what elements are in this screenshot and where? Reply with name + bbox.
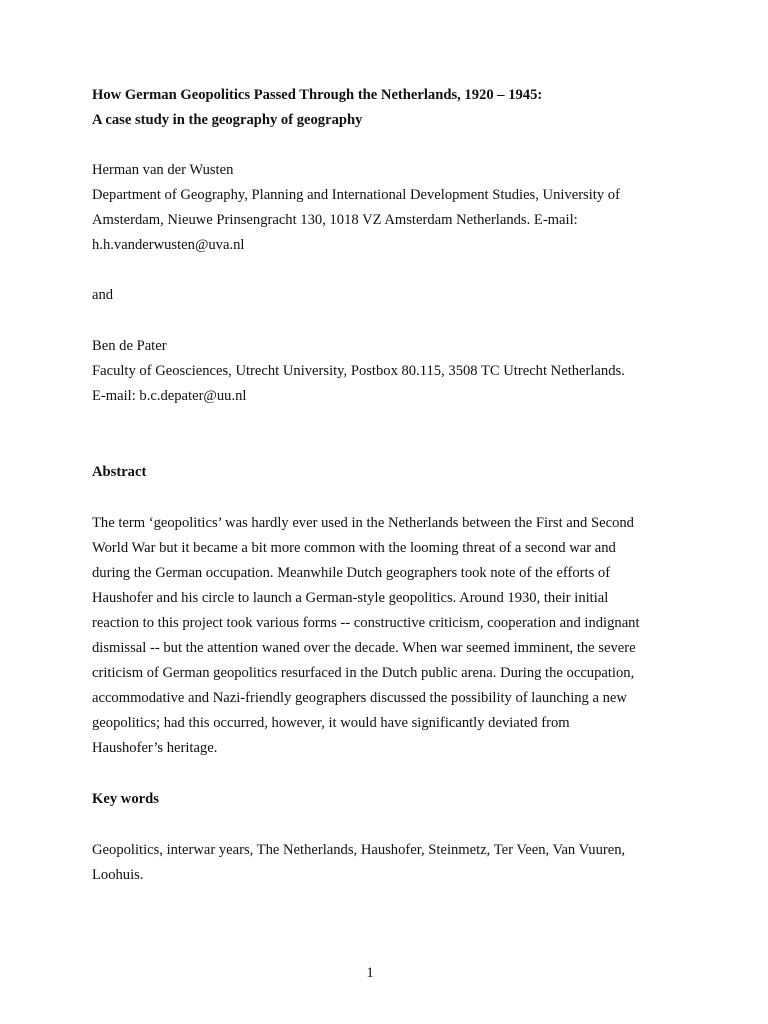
- keywords-line-2: Loohuis.: [92, 867, 144, 883]
- abstract-line: Haushofer’s heritage.: [92, 740, 218, 756]
- keywords-heading: Key words: [92, 791, 159, 807]
- abstract-line: criticism of German geopolitics resurfaced in the Dutch public arena. During the occupation,: [92, 665, 635, 681]
- abstract-line: World War but it became a bit more common with the looming threat of a second war and: [92, 540, 616, 556]
- abstract-line: The term ‘geopolitics’ was hardly ever used in the Netherlands between the First and Second: [92, 515, 634, 531]
- author1-name: Herman van der Wusten: [92, 162, 234, 178]
- author1-affiliation-line-2: Amsterdam, Nieuwe Prinsengracht 130, 1018 VZ Amsterdam Netherlands. E-mail:: [92, 212, 578, 228]
- title-line-1: How German Geopolitics Passed Through the Netherlands, 1920 – 1945:: [92, 87, 543, 103]
- author2-email: E-mail: b.c.depater@uu.nl: [92, 388, 247, 404]
- abstract-line: Haushofer and his circle to launch a German-style geopolitics. Around 1930, their initial: [92, 590, 609, 606]
- title-line-2: A case study in the geography of geography: [92, 112, 363, 128]
- abstract-line: reaction to this project took various forms -- constructive criticism, cooperation and indignant: [92, 615, 640, 631]
- page-number: 1: [366, 965, 374, 981]
- keywords-line-1: Geopolitics, interwar years, The Netherlands, Haushofer, Steinmetz, Ter Veen, Van Vuuren,: [92, 842, 626, 858]
- author1-email: h.h.vanderwusten@uva.nl: [92, 237, 245, 253]
- abstract-heading: Abstract: [92, 464, 147, 480]
- author-connector: and: [92, 287, 114, 303]
- abstract-line: accommodative and Nazi-friendly geographers discussed the possibility of launching a new: [92, 690, 627, 706]
- author2-affiliation: Faculty of Geosciences, Utrecht University, Postbox 80.115, 3508 TC Utrecht Netherlands.: [92, 363, 625, 379]
- author1-affiliation-line-1: Department of Geography, Planning and International Development Studies, University of: [92, 187, 620, 203]
- abstract-line: during the German occupation. Meanwhile Dutch geographers took note of the efforts of: [92, 565, 611, 581]
- abstract-line: geopolitics; had this occurred, however, it would have significantly deviated from: [92, 715, 570, 731]
- abstract-line: dismissal -- but the attention waned over the decade. When war seemed imminent, the severe: [92, 640, 636, 656]
- author2-name: Ben de Pater: [92, 338, 167, 354]
